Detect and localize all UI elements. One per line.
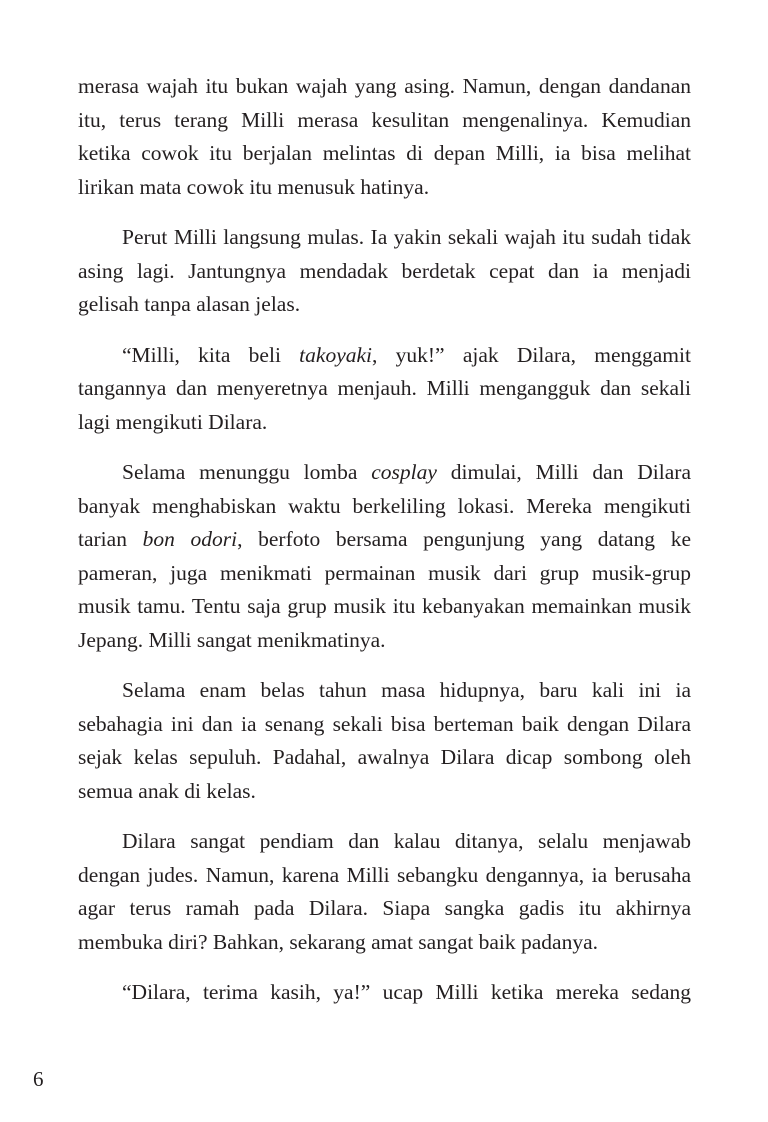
italic-term: takoyaki	[299, 342, 372, 367]
page-number: 6	[33, 1067, 44, 1091]
paragraph	[78, 221, 691, 322]
paragraph	[78, 674, 691, 808]
text-run: dimulai, Milli dan Dilara banyak menghabiskan waktu berkeliling lokasi. Mereka mengikuti tarian	[78, 460, 691, 551]
text-run: merasa wajah itu bukan wajah yang asing. Namun, dengan dandanan itu, terus terang Milli merasa kesulitan mengenalinya. Kemudian ketika cowok itu berjalan melintas di depan Milli, ia bisa melihat lirikan mata cowok itu menusuk hatinya.	[78, 74, 691, 199]
text-run: Selama menunggu lomba	[122, 460, 372, 484]
text-run: “Milli, kita beli	[122, 342, 300, 367]
paragraph	[78, 70, 691, 204]
text-run: Perut Milli langsung mulas. Ia yakin sekali wajah itu sudah tidak asing lagi. Jantungnya mendadak berdetak cepat dan ia menjadi gelisah tanpa alasan jelas.	[78, 225, 691, 316]
italic-term: cosplay	[371, 460, 437, 484]
paragraph	[78, 339, 691, 440]
text-run: Dilara sangat pendiam dan kalau ditanya, selalu menjawab dengan judes. Namun, karena Milli sebangku dengannya, ia berusaha agar terus ramah pada Dilara. Siapa sangka gadis itu akhirnya membuka diri? Bahkan, sekarang amat sangat baik padanya.	[78, 829, 691, 954]
paragraph	[78, 825, 691, 959]
paragraph	[78, 456, 691, 657]
page-body	[78, 70, 691, 1027]
italic-term: bon odori	[142, 527, 238, 551]
text-run: , berfoto bersama pengunjung yang datang ke pameran, juga menikmati permainan musik dari grup musik-grup musik tamu. Tentu saja grup musik itu kebanyakan memainkan musik Jepang. Milli sangat menikmatinya.	[78, 527, 691, 652]
paragraph	[78, 976, 691, 1010]
text-run: , yuk!” ajak Dilara, menggamit tangannya dan menyeretnya menjauh. Milli mengangguk dan sekali lagi mengikuti Dilara.	[78, 342, 691, 434]
text-run: Selama enam belas tahun masa hidupnya, baru kali ini ia sebahagia ini dan ia senang sekali bisa berteman baik dengan Dilara sejak kelas sepuluh. Padahal, awalnya Dilara dicap sombong oleh semua anak di kelas.	[78, 678, 691, 803]
text-run: “Dilara, terima kasih, ya!” ucap Milli ketika mereka sedang	[122, 980, 691, 1004]
